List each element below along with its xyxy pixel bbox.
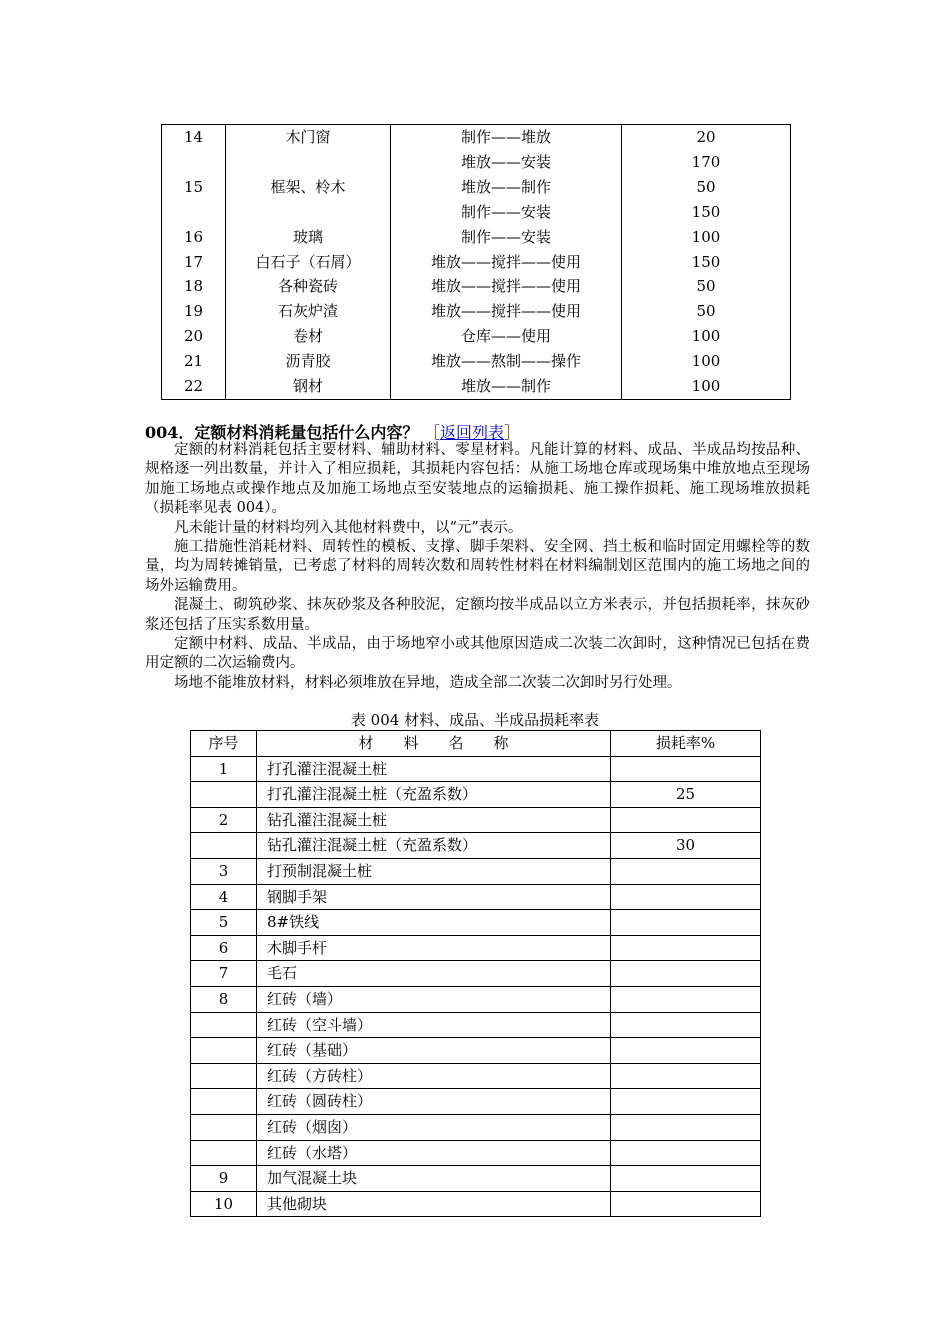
row-number: 2 [191, 807, 257, 833]
material-name: 木门窗 [226, 125, 391, 150]
material-name: 玻璃 [226, 225, 391, 250]
row-number [191, 833, 257, 859]
loss-rate [611, 756, 761, 782]
material-name: 钻孔灌注混凝土桩（充盈系数） [257, 833, 611, 859]
material-name [226, 150, 391, 175]
transport-route: 堆放——制作 [391, 175, 622, 200]
distance-value: 100 [622, 374, 791, 399]
material-name: 钢脚手架 [257, 884, 611, 910]
transport-route: 制作——堆放 [391, 125, 622, 150]
material-name: 其他砌块 [257, 1191, 611, 1217]
row-number: 5 [191, 910, 257, 936]
loss-rate [611, 910, 761, 936]
row-number: 3 [191, 858, 257, 884]
table-row [191, 756, 761, 782]
row-number [191, 1012, 257, 1038]
loss-rate [611, 1114, 761, 1140]
table-row [191, 1166, 761, 1192]
table-row [162, 200, 791, 225]
material-name: 8#铁线 [257, 910, 611, 936]
header-name: 材 料 名 称 [257, 731, 611, 757]
material-name: 白石子（石屑） [226, 250, 391, 275]
bracket-open: ［ [423, 423, 440, 442]
paragraph: 定额中材料、成品、半成品，由于场地窄小或其他原因造成二次装二次卸时，这种情况已包括在费用定额的二次运输费内。 [145, 636, 810, 672]
distance-value: 50 [622, 175, 791, 200]
row-number [191, 1089, 257, 1115]
material-name: 红砖（水塔） [257, 1140, 611, 1166]
material-name: 沥青胶 [226, 349, 391, 374]
row-number: 15 [162, 175, 226, 200]
loss-rate: 30 [611, 833, 761, 859]
table-row [191, 858, 761, 884]
row-number: 7 [191, 961, 257, 987]
row-number: 10 [191, 1191, 257, 1217]
loss-table-body [191, 731, 761, 1217]
loss-rate [611, 807, 761, 833]
table-row [191, 1038, 761, 1064]
transport-route: 制作——安装 [391, 200, 622, 225]
distance-value: 100 [622, 324, 791, 349]
distance-value: 20 [622, 125, 791, 150]
material-name [226, 200, 391, 225]
row-number: 20 [162, 324, 226, 349]
material-name: 红砖（基础） [257, 1038, 611, 1064]
section-heading [145, 420, 520, 443]
row-number [191, 782, 257, 808]
table-row [162, 225, 791, 250]
transport-distance-table [161, 124, 791, 400]
row-number: 21 [162, 349, 226, 374]
table-row [162, 274, 791, 299]
material-name: 钻孔灌注混凝土桩 [257, 807, 611, 833]
loss-rate [611, 1140, 761, 1166]
table-row [191, 961, 761, 987]
row-number [191, 1140, 257, 1166]
table-row [162, 299, 791, 324]
transport-route: 堆放——安装 [391, 150, 622, 175]
transport-table-body [162, 125, 791, 400]
material-name: 红砖（圆砖柱） [257, 1089, 611, 1115]
material-name: 钢材 [226, 374, 391, 399]
table-row [162, 324, 791, 349]
table-row [162, 374, 791, 399]
material-name: 框架、柃木 [226, 175, 391, 200]
loss-rate [611, 1166, 761, 1192]
loss-rate-table [190, 730, 761, 1217]
material-name: 红砖（方砖柱） [257, 1063, 611, 1089]
loss-rate [611, 935, 761, 961]
material-name: 石灰炉渣 [226, 299, 391, 324]
loss-rate: 25 [611, 782, 761, 808]
back-to-list-link[interactable]: 返回列表 [440, 423, 505, 442]
table-header-row [191, 731, 761, 757]
material-name: 打预制混凝土桩 [257, 858, 611, 884]
table-row [191, 1191, 761, 1217]
row-number: 18 [162, 274, 226, 299]
material-name: 木脚手杆 [257, 935, 611, 961]
row-number: 14 [162, 125, 226, 150]
table-row [191, 1140, 761, 1166]
paragraph: 施工措施性消耗材料、周转性的模板、支撑、脚手架料、安全网、挡土板和临时固定用螺栓等的数量，均为周转摊销量，已考虑了材料的周转次数和周转性材料在材料编制划区范围内的施工场地之间的场外运输费用。 [145, 539, 810, 594]
loss-rate [611, 1038, 761, 1064]
header-rate: 损耗率% [611, 731, 761, 757]
paragraph: 场地不能堆放材料，材料必须堆放在异地，造成全部二次装二次卸时另行处理。 [174, 674, 682, 691]
table-row [191, 884, 761, 910]
loss-rate [611, 884, 761, 910]
loss-rate [611, 1191, 761, 1217]
material-name: 毛石 [257, 961, 611, 987]
table-row [162, 125, 791, 150]
row-number [162, 150, 226, 175]
row-number: 9 [191, 1166, 257, 1192]
row-number: 19 [162, 299, 226, 324]
table-row [162, 250, 791, 275]
row-number: 8 [191, 986, 257, 1012]
transport-route: 堆放——搅拌——使用 [391, 250, 622, 275]
row-number [191, 1114, 257, 1140]
transport-route: 堆放——搅拌——使用 [391, 274, 622, 299]
distance-value: 150 [622, 250, 791, 275]
paragraph: 混凝土、砌筑砂浆、抹灰砂浆及各种胶泥，定额均按半成品以立方米表示，并包括损耗率，抹灰砂浆还包括了压实系数用量。 [145, 597, 810, 633]
row-number: 16 [162, 225, 226, 250]
table-row [191, 782, 761, 808]
table-row [191, 833, 761, 859]
distance-value: 100 [622, 225, 791, 250]
transport-route: 堆放——熬制——操作 [391, 349, 622, 374]
table-row [191, 986, 761, 1012]
distance-value: 50 [622, 299, 791, 324]
table-row [162, 349, 791, 374]
row-number: 4 [191, 884, 257, 910]
row-number [191, 1038, 257, 1064]
row-number [162, 200, 226, 225]
transport-route: 堆放——搅拌——使用 [391, 299, 622, 324]
section-body [145, 441, 810, 693]
row-number: 1 [191, 756, 257, 782]
distance-value: 150 [622, 200, 791, 225]
distance-value: 170 [622, 150, 791, 175]
table-row [191, 1089, 761, 1115]
table-caption: 表 004 材料、成品、半成品损耗率表 [350, 711, 600, 729]
row-number: 17 [162, 250, 226, 275]
table-row [162, 150, 791, 175]
loss-rate [611, 961, 761, 987]
table-row [191, 1114, 761, 1140]
material-name: 打孔灌注混凝土桩 [257, 756, 611, 782]
loss-rate [611, 1012, 761, 1038]
paragraph: 定额的材料消耗包括主要材料、辅助材料、零星材料。凡能计算的材料、成品、半成品均按品种、规格逐一列出数量，并计入了相应损耗，其损耗内容包括：从施工场地仓库或现场集中堆放地点至现场加施工场地点或操作地点及加施工场地点至安装地点的运输损耗、施工操作损耗、施工现场堆放损耗（损耗率见表 004）。 [145, 442, 810, 517]
distance-value: 50 [622, 274, 791, 299]
table-row [191, 1012, 761, 1038]
material-name: 打孔灌注混凝土桩（充盈系数） [257, 782, 611, 808]
table-row [191, 935, 761, 961]
transport-route: 仓库——使用 [391, 324, 622, 349]
transport-route: 制作——安装 [391, 225, 622, 250]
loss-rate [611, 1063, 761, 1089]
table-row [191, 807, 761, 833]
loss-rate [611, 1089, 761, 1115]
transport-route: 堆放——制作 [391, 374, 622, 399]
row-number: 6 [191, 935, 257, 961]
table-row [191, 910, 761, 936]
loss-rate [611, 858, 761, 884]
row-number [191, 1063, 257, 1089]
material-name: 加气混凝土块 [257, 1166, 611, 1192]
material-name: 红砖（墙） [257, 986, 611, 1012]
table-row [162, 175, 791, 200]
header-no: 序号 [191, 731, 257, 757]
table-row [191, 1063, 761, 1089]
question-title: 004．定额材料消耗量包括什么内容？ [145, 423, 419, 442]
material-name: 红砖（烟囱） [257, 1114, 611, 1140]
loss-rate [611, 986, 761, 1012]
material-name: 各种瓷砖 [226, 274, 391, 299]
distance-value: 100 [622, 349, 791, 374]
material-name: 卷材 [226, 324, 391, 349]
row-number: 22 [162, 374, 226, 399]
paragraph: 凡未能计量的材料均列入其他材料费中，以“元”表示。 [174, 519, 523, 536]
bracket-close: ］ [504, 423, 521, 442]
material-name: 红砖（空斗墙） [257, 1012, 611, 1038]
